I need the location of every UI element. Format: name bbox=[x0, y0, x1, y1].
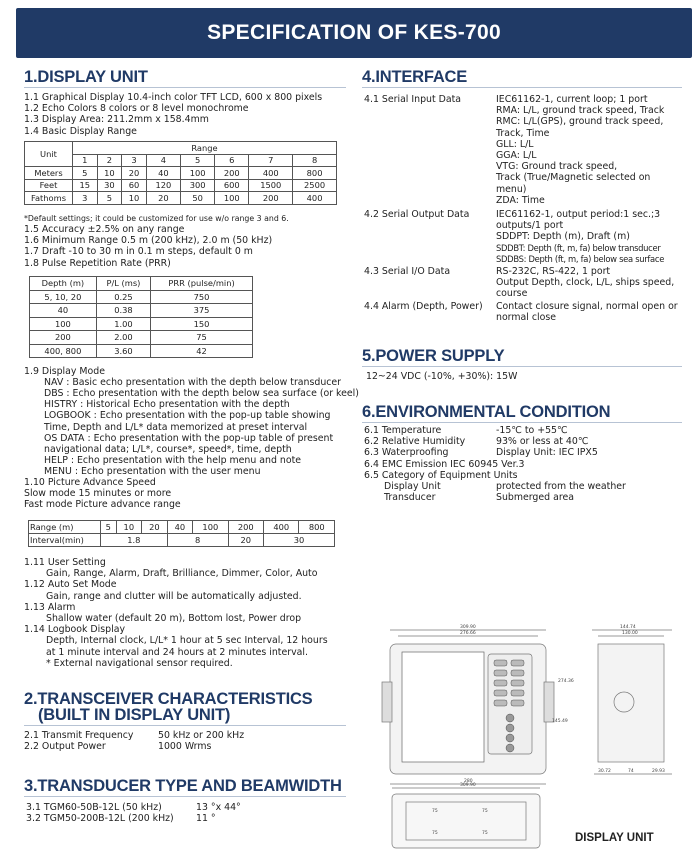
dimension-label: 75 bbox=[432, 809, 438, 814]
interface-value: RMA: L/L, ground track speed, Track bbox=[496, 105, 665, 117]
interface-value: Track (True/Magnetic selected on bbox=[496, 172, 651, 184]
table-cell: 60 bbox=[122, 179, 147, 192]
keypad-key bbox=[511, 660, 524, 666]
spec-line: * External navigational sensor required. bbox=[46, 657, 233, 669]
table-col-header: 8 bbox=[293, 154, 337, 167]
table-cell: 15 bbox=[73, 179, 98, 192]
title-banner bbox=[0, 0, 700, 64]
table-cell: 20 bbox=[142, 521, 168, 534]
env-label: 6.4 EMC Emission IEC 60945 Ver.3 bbox=[364, 458, 525, 470]
spec-line: Gain, range and clutter will be automatically adjusted. bbox=[46, 590, 302, 602]
table-cell: 10 bbox=[97, 167, 122, 180]
spec-line: 1.4 Basic Display Range bbox=[24, 125, 137, 137]
control-knob bbox=[506, 734, 514, 742]
divider bbox=[24, 87, 346, 88]
spec-label: 3.2 TGM50-200B-12L (200 kHz) bbox=[26, 813, 174, 825]
table-header-unit: Unit bbox=[25, 142, 73, 167]
table-cell: 10 bbox=[116, 521, 142, 534]
table-row bbox=[25, 179, 337, 192]
spec-line: MENU : Echo presentation with the user menu bbox=[44, 465, 261, 477]
spec-line: LOGBOOK : Echo presentation with the pop-up table showing bbox=[44, 410, 331, 422]
table-cell: 1.8 bbox=[101, 534, 168, 547]
interface-value: outputs/1 port bbox=[496, 220, 564, 232]
spec-value: 11 ° bbox=[196, 813, 216, 825]
table-cell: 400 bbox=[249, 167, 293, 180]
table-cell: 0.25 bbox=[96, 290, 150, 304]
interface-value: Track, Time bbox=[496, 127, 550, 139]
table-cell: 100 bbox=[181, 167, 215, 180]
table-cell: 375 bbox=[151, 304, 253, 318]
spec-label: 2.2 Output Power bbox=[24, 741, 106, 753]
dimension-label: 144.74 bbox=[620, 625, 636, 630]
control-knob bbox=[506, 714, 514, 722]
dimension-label: 276.66 bbox=[460, 631, 476, 636]
table-cell: 10 bbox=[122, 192, 147, 205]
table-cell: 150 bbox=[151, 317, 253, 331]
table-cell: 100 bbox=[30, 317, 97, 331]
table-cell: 800 bbox=[293, 167, 337, 180]
title-bar bbox=[16, 8, 692, 58]
dimension-label: 309.90 bbox=[460, 625, 476, 630]
prr-table bbox=[29, 276, 253, 358]
dimension-label: 30.72 bbox=[598, 769, 611, 774]
table-col-header: P/L (ms) bbox=[96, 277, 150, 291]
spec-line: DBS : Echo presentation with the depth below sea surface (or keel) bbox=[44, 388, 359, 400]
control-knob bbox=[506, 724, 514, 732]
dimension-label: 274.36 bbox=[558, 679, 574, 684]
spec-line: 1.3 Display Area: 211.2mm x 158.4mm bbox=[24, 114, 209, 126]
table-col-header: Depth (m) bbox=[30, 277, 97, 291]
keypad-key bbox=[494, 670, 507, 676]
spec-value: 50 kHz or 200 kHz bbox=[158, 730, 245, 741]
interface-label: 4.2 Serial Output Data bbox=[364, 209, 470, 220]
divider bbox=[362, 366, 682, 367]
divider bbox=[362, 422, 682, 423]
table-cell: 400 bbox=[264, 521, 299, 534]
interface-value: Output Depth, clock, L/L, ships speed, bbox=[496, 277, 675, 289]
interface-value: RS-232C, RS-422, 1 port bbox=[496, 266, 611, 277]
interface-value: course bbox=[496, 288, 528, 300]
table-cell: 1.00 bbox=[96, 317, 150, 331]
spec-line: 1.12 Auto Set Mode bbox=[24, 579, 117, 591]
env-value: -15℃ to +55℃ bbox=[496, 425, 568, 436]
table-col-header: 5 bbox=[181, 154, 215, 167]
spec-line: 1.14 Logbook Display bbox=[24, 624, 125, 636]
table-cell: 750 bbox=[151, 290, 253, 304]
table-row bbox=[30, 344, 253, 358]
environment-heading: 6.ENVIRONMENTAL CONDITION bbox=[362, 403, 611, 421]
env-value: Submerged area bbox=[496, 492, 574, 504]
table-cell: 100 bbox=[215, 192, 249, 205]
table-row bbox=[30, 304, 253, 318]
interface-value: IEC61162-1, current loop; 1 port bbox=[496, 94, 648, 105]
power-text: 12~24 VDC (-10%, +30%): 15W bbox=[366, 371, 518, 382]
spec-line: 1.9 Display Mode bbox=[24, 366, 105, 377]
spec-line: 1.8 Pulse Repetition Rate (PRR) bbox=[24, 257, 171, 269]
transducer-heading: 3.TRANSDUCER TYPE AND BEAMWIDTH bbox=[24, 777, 342, 795]
spec-line: 1.1 Graphical Display 10.4-inch color TFT LCD, 600 x 800 pixels bbox=[24, 92, 323, 103]
spec-line: at 1 minute interval and 24 hours at 2 minutes interval. bbox=[46, 646, 308, 658]
dimension-label: 145.49 bbox=[552, 719, 568, 724]
table-cell: 1500 bbox=[249, 179, 293, 192]
table-cell: 40 bbox=[146, 167, 180, 180]
table-row-label: Meters bbox=[25, 167, 73, 180]
left-knob bbox=[382, 682, 392, 722]
table-row bbox=[29, 534, 335, 547]
env-value: 93% or less at 40℃ bbox=[496, 436, 589, 448]
spec-line: 1.13 Alarm bbox=[24, 601, 76, 613]
dimension-label: 130.00 bbox=[622, 631, 638, 636]
interface-value: VTG: Ground track speed, bbox=[496, 161, 618, 173]
spec-line: 1.6 Minimum Range 0.5 m (200 kHz), 2.0 m (50 kHz) bbox=[24, 235, 273, 247]
dimension-label: 29.93 bbox=[652, 769, 665, 774]
table-row bbox=[30, 317, 253, 331]
table-col-header: 6 bbox=[215, 154, 249, 167]
table-row bbox=[30, 331, 253, 345]
spec-line: Gain, Range, Alarm, Draft, Brilliance, Dimmer, Color, Auto bbox=[46, 568, 318, 580]
table-cell: 5 bbox=[101, 521, 117, 534]
drawing-caption: DISPLAY UNIT bbox=[575, 832, 654, 844]
table-cell: 50 bbox=[181, 192, 215, 205]
table-col-header: 3 bbox=[122, 154, 147, 167]
keypad-key bbox=[511, 690, 524, 696]
range-table bbox=[24, 141, 337, 205]
dimension-label: 309.90 bbox=[460, 783, 476, 788]
table-cell: 30 bbox=[264, 534, 335, 547]
table-row-label: Interval(min) bbox=[29, 534, 101, 547]
table-row-label: Fathoms bbox=[25, 192, 73, 205]
table-cell: 120 bbox=[146, 179, 180, 192]
spec-line: 1.10 Picture Advance Speed bbox=[24, 477, 156, 488]
keypad-key bbox=[494, 680, 507, 686]
table-header-range: Range bbox=[73, 142, 337, 155]
interface-value: GGA: L/L bbox=[496, 150, 537, 161]
table-cell: 400, 800 bbox=[30, 344, 97, 358]
table-cell: 40 bbox=[30, 304, 97, 318]
table-cell: 75 bbox=[151, 331, 253, 345]
spec-label: 3.1 TGM60-50B-12L (50 kHz) bbox=[26, 802, 162, 813]
spec-line: 1.11 User Setting bbox=[24, 557, 106, 568]
table-cell: 300 bbox=[181, 179, 215, 192]
spec-line: 1.7 Draft -10 to 30 m in 0.1 m steps, default 0 m bbox=[24, 246, 253, 258]
table-col-header: 7 bbox=[249, 154, 293, 167]
interface-value: ZDA: Time bbox=[496, 194, 545, 206]
table-row-label: Feet bbox=[25, 179, 73, 192]
interface-value: SDDPT: Depth (m), Draft (m) bbox=[496, 231, 630, 243]
spec-label: 2.1 Transmit Frequency bbox=[24, 730, 134, 741]
keypad-key bbox=[511, 680, 524, 686]
spec-line: Shallow water (default 20 m), Bottom lost, Power drop bbox=[46, 613, 302, 624]
interface-label: 4.4 Alarm (Depth, Power) bbox=[364, 301, 483, 312]
spec-line: Depth, Internal clock, L/L* 1 hour at 5 sec Interval, 12 hours bbox=[46, 635, 328, 647]
spec-value: 1000 Wrms bbox=[158, 741, 212, 753]
dimension-label: 75 bbox=[482, 809, 488, 814]
table-cell: 40 bbox=[167, 521, 193, 534]
dimension-label: 75 bbox=[482, 831, 488, 836]
table-cell: 200 bbox=[249, 192, 293, 205]
table-cell: 3 bbox=[73, 192, 98, 205]
table-col-header: PRR (pulse/min) bbox=[151, 277, 253, 291]
table-row bbox=[30, 277, 253, 291]
spec-line: HISTRY : Historical Echo presentation with the depth bbox=[44, 399, 290, 411]
table-cell: 20 bbox=[122, 167, 147, 180]
spec-line: Fast mode Picture advance range bbox=[24, 499, 181, 511]
interface-value: IEC61162-1, output period:1 sec.;3 bbox=[496, 209, 661, 220]
env-label: 6.5 Category of Equipment Units bbox=[364, 469, 518, 481]
spec-line: 1.2 Echo Colors 8 colors or 8 level monochrome bbox=[24, 103, 249, 115]
interface-value: SDDBS: Depth (ft, m, fa) below sea surface bbox=[496, 253, 665, 264]
table-cell: 5 bbox=[73, 167, 98, 180]
env-value: Display Unit: IEC IPX5 bbox=[496, 447, 598, 459]
table-col-header: 4 bbox=[146, 154, 180, 167]
control-knob bbox=[506, 744, 514, 752]
side-housing bbox=[598, 644, 664, 762]
screen bbox=[402, 652, 484, 762]
display-unit-drawing bbox=[362, 612, 692, 862]
table-cell: 200 bbox=[228, 521, 263, 534]
table-col-header: 1 bbox=[73, 154, 98, 167]
table-cell: 600 bbox=[215, 179, 249, 192]
interface-value: GLL: L/L bbox=[496, 138, 534, 150]
table-row bbox=[29, 521, 335, 534]
table-cell: 200 bbox=[215, 167, 249, 180]
interface-label: 4.3 Serial I/O Data bbox=[364, 266, 451, 277]
interface-heading: 4.INTERFACE bbox=[362, 68, 468, 86]
table-row bbox=[30, 290, 253, 304]
right-knob bbox=[544, 682, 554, 722]
table-cell: 42 bbox=[151, 344, 253, 358]
page-title: SPECIFICATION OF KES-700 bbox=[207, 21, 501, 44]
transceiver-heading-2: (BUILT IN DISPLAY UNIT) bbox=[38, 706, 231, 724]
env-label: Display Unit bbox=[384, 481, 441, 492]
keypad-key bbox=[511, 670, 524, 676]
interface-value: SDDBT: Depth (ft, m, fa) below transducer bbox=[496, 242, 661, 253]
table-cell: 20 bbox=[146, 192, 180, 205]
divider bbox=[24, 796, 346, 797]
spec-line: NAV : Basic echo presentation with the depth below transducer bbox=[44, 377, 342, 389]
transceiver-heading-1: 2.TRANSCEIVER CHARACTERISTICS bbox=[24, 690, 313, 708]
display-unit-heading: 1.DISPLAY UNIT bbox=[24, 68, 148, 86]
env-label: 6.2 Relative Humidity bbox=[364, 436, 466, 448]
env-label: Transducer bbox=[384, 492, 436, 504]
table-col-header: 2 bbox=[97, 154, 122, 167]
table-cell: 5 bbox=[97, 192, 122, 205]
spec-line: OS DATA : Echo presentation with the pop-up table of present bbox=[44, 432, 334, 444]
env-label: 6.1 Temperature bbox=[364, 425, 442, 436]
interface-value: normal close bbox=[496, 312, 556, 324]
table-cell: 3.60 bbox=[96, 344, 150, 358]
table-row bbox=[25, 167, 337, 180]
spec-line: Slow mode 15 minutes or more bbox=[24, 488, 172, 500]
spec-line: HELP : Echo presentation with the help menu and note bbox=[44, 454, 302, 466]
table-cell: 8 bbox=[167, 534, 228, 547]
table-cell: 5, 10, 20 bbox=[30, 290, 97, 304]
keypad-key bbox=[494, 700, 507, 706]
dimension-label: 280 bbox=[464, 779, 473, 784]
table-cell: 20 bbox=[228, 534, 263, 547]
default-note: *Default settings; it could be customized for use w/o range 3 and 6. bbox=[24, 214, 289, 223]
table-cell: 30 bbox=[97, 179, 122, 192]
divider bbox=[24, 725, 346, 726]
dimension-label: 75 bbox=[432, 831, 438, 836]
divider bbox=[362, 87, 682, 88]
spec-line: navigational data; L/L*, course*, speed*, time, depth bbox=[44, 443, 292, 455]
table-cell: 0.38 bbox=[96, 304, 150, 318]
table-cell: 200 bbox=[30, 331, 97, 345]
power-heading: 5.POWER SUPPLY bbox=[362, 347, 505, 365]
table-cell: 2.00 bbox=[96, 331, 150, 345]
interface-label: 4.1 Serial Input Data bbox=[364, 94, 462, 105]
interface-value: RMC: L/L(GPS), ground track speed, bbox=[496, 116, 664, 128]
table-cell: 400 bbox=[293, 192, 337, 205]
table-cell: 800 bbox=[299, 521, 335, 534]
table-cell: 100 bbox=[193, 521, 228, 534]
keypad-key bbox=[511, 700, 524, 706]
interface-value: menu) bbox=[496, 183, 527, 195]
spec-line: Time, Depth and L/L* data memorized at preset interval bbox=[44, 421, 308, 433]
keypad-key bbox=[494, 660, 507, 666]
table-row bbox=[25, 192, 337, 205]
advance-table bbox=[28, 520, 335, 547]
table-cell: 2500 bbox=[293, 179, 337, 192]
env-value: protected from the weather bbox=[496, 481, 626, 492]
env-label: 6.3 Waterproofing bbox=[364, 447, 449, 459]
dimension-label: 74 bbox=[628, 769, 634, 774]
table-row-label: Range (m) bbox=[29, 521, 101, 534]
spec-value: 13 °x 44° bbox=[196, 802, 241, 813]
interface-value: Contact closure signal, normal open or bbox=[496, 301, 678, 312]
spec-line: 1.5 Accuracy ±2.5% on any range bbox=[24, 224, 185, 235]
keypad-key bbox=[494, 690, 507, 696]
